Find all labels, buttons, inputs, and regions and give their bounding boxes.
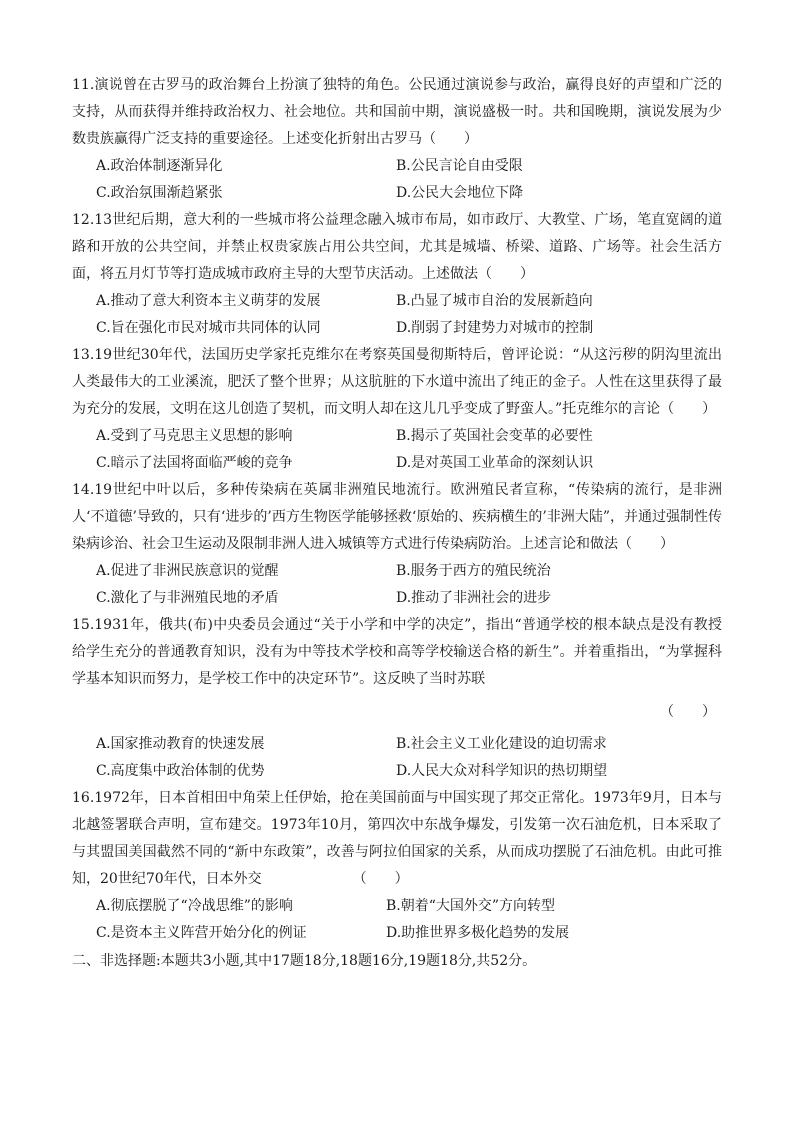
question-stem: 15.1931年，俄共(布)中央委员会通过“关于小学和中学的决定”，指出“普通学校的根本缺点是没有教授给学生充分的普通教育知识，没有为中等技术学校和高等学校输送合格的新生”。并着重指出，“为掌握科学基本知识而努力，是学校工作中的决定环节”。这反映了当时苏联 bbox=[72, 617, 722, 687]
question-16 bbox=[72, 785, 722, 947]
option-c: C.是资本主义阵营开始分化的例证 bbox=[96, 925, 307, 941]
option-d: D.公民大会地位下降 bbox=[396, 185, 524, 201]
option-d: D.削弱了封建势力对城市的控制 bbox=[396, 320, 594, 336]
options bbox=[96, 893, 722, 947]
option-c: C.激化了与非洲殖民地的矛盾 bbox=[96, 590, 279, 606]
question-stem: 14.19世纪中叶以后，多种传染病在英属非洲殖民地流行。欧洲殖民者宣称，“传染病的流行，是非洲人‘不道德’导致的，只有‘进步的’西方生物医学能够拯救‘原始的、疾病横生的’非洲大陆”，并通过强制性传染病诊治、社会卫生运动及限制非洲人进入城镇等方式进行传染病防治。上述言论和做法（ ） bbox=[72, 482, 722, 552]
question-11 bbox=[72, 72, 722, 207]
option-c: C.暗示了法国将面临严峻的竞争 bbox=[96, 455, 293, 471]
options bbox=[96, 731, 722, 785]
option-c: C.高度集中政治体制的优势 bbox=[96, 763, 265, 779]
options bbox=[96, 558, 722, 612]
question-stem: 11.演说曾在古罗马的政治舞台上扮演了独特的角色。公民通过演说参与政治，赢得良好的声望和广泛的支持，从而获得并维持政治权力、社会地位。共和国前中期，演说盛极一时。共和国晚期，演说发展为少数贵族赢得广泛支持的重要途径。上述变化折射出古罗马（ ） bbox=[72, 77, 722, 147]
question-12 bbox=[72, 207, 722, 342]
option-c: C.政治氛围渐趋紧张 bbox=[96, 185, 223, 201]
options bbox=[96, 153, 722, 207]
question-stem: 13.19世纪30年代，法国历史学家托克维尔在考察英国曼彻斯特后，曾评论说：“从这污秽的阴沟里流出人类最伟大的工业溪流，肥沃了整个世界；从这肮脏的下水道中流出了纯正的金子。人性在这里获得了最为充分的发展，文明在这儿创造了契机，而文明人却在这儿几乎变成了野蛮人。”托克维尔的言论（ ） bbox=[72, 347, 722, 417]
option-b: B.社会主义工业化建设的迫切需求 bbox=[396, 736, 607, 752]
question-stem: 12.13世纪后期，意大利的一些城市将公益理念融入城市布局，如市政厅、大教堂、广场，笔直宽阔的道路和开放的公共空间，并禁止权贵家族占用公共空间，尤其是城墙、桥梁、道路、广场等。社会生活方面，将五月灯节等打造成城市政府主导的大型节庆活动。上述做法（ ） bbox=[72, 212, 722, 282]
option-a: A.受到了马克思主义思想的影响 bbox=[96, 428, 293, 444]
option-a: A.促进了非洲民族意识的觉醒 bbox=[96, 563, 279, 579]
option-d: D.助推世界多极化趋势的发展 bbox=[386, 925, 570, 941]
question-14 bbox=[72, 477, 722, 612]
option-b: B.服务于西方的殖民统治 bbox=[396, 563, 551, 579]
section-title: 二、非选择题:本题共3小题,其中17题18分,18题16分,19题18分,共52分。 bbox=[72, 953, 537, 969]
option-a: A.推动了意大利资本主义萌芽的发展 bbox=[96, 293, 321, 309]
option-b: B.公民言论自由受限 bbox=[396, 158, 523, 174]
question-13 bbox=[72, 342, 722, 477]
answer-blank: （ ） bbox=[660, 704, 716, 720]
option-b: B.朝着“大国外交”方向转型 bbox=[386, 898, 556, 914]
option-d: D.推动了非洲社会的进步 bbox=[396, 590, 552, 606]
option-b: B.揭示了英国社会变革的必要性 bbox=[396, 428, 593, 444]
option-b: B.凸显了城市自治的发展新趋向 bbox=[396, 293, 593, 309]
option-d: D.是对英国工业革命的深刻认识 bbox=[396, 455, 594, 471]
options bbox=[96, 288, 722, 342]
option-d: D.人民大众对科学知识的热切期望 bbox=[396, 763, 608, 779]
option-a: A.政治体制逐渐异化 bbox=[96, 158, 223, 174]
question-15 bbox=[72, 612, 722, 785]
option-a: A.彻底摆脱了“冷战思维”的影响 bbox=[96, 898, 293, 914]
options bbox=[96, 423, 722, 477]
exam-page bbox=[72, 72, 722, 975]
question-stem: 16.1972年，日本首相田中角荣上任伊始，抢在美国前面与中国实现了邦交正常化。1973年9月，日本与北越签署联合声明，宣布建交。1973年10月，第四次中东战争爆发，引发第一次石油危机，日本采取了与其盟国美国截然不同的“新中东政策”，改善与阿拉伯国家的关系，从而成功摆脱了石油危机。由此可推知，20世纪70年代，日本外交 （ ） bbox=[72, 790, 722, 887]
option-a: A.国家推动教育的快速发展 bbox=[96, 736, 265, 752]
option-c: C.旨在强化市民对城市共同体的认同 bbox=[96, 320, 321, 336]
